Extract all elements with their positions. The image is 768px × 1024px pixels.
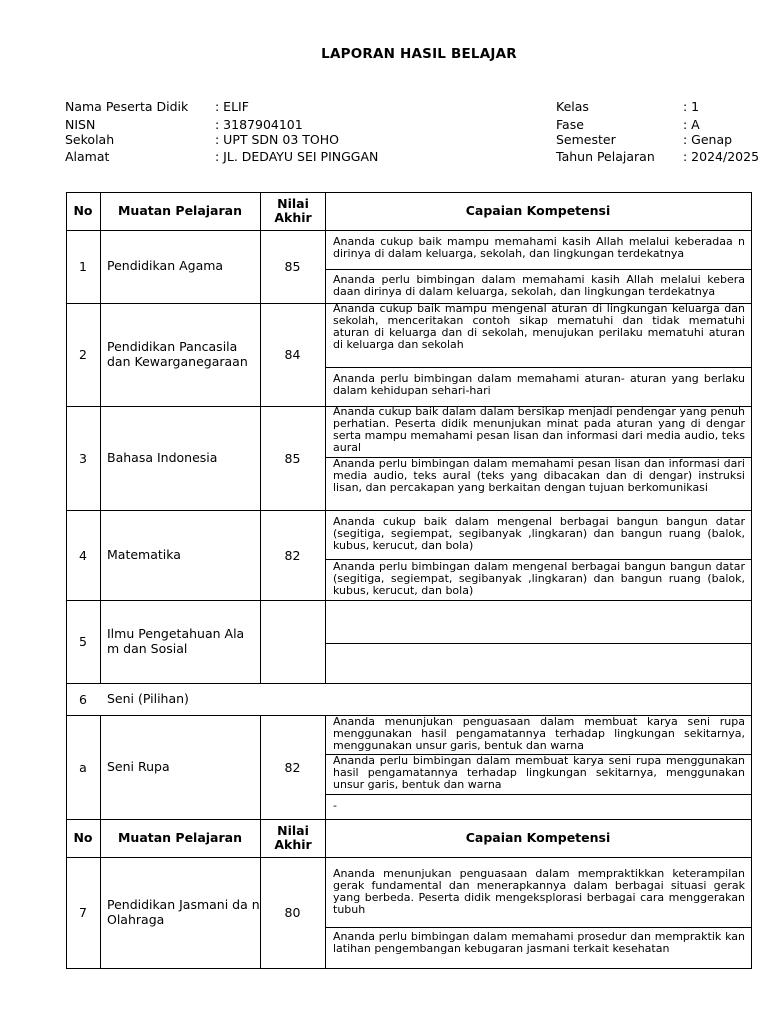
row-score: 85 <box>284 450 301 466</box>
row-score: 80 <box>284 905 301 920</box>
row-no: 7 <box>79 905 87 920</box>
competency-text: Ananda cukup baik mampu mengenal aturan di lingkungan keluarga dan sekolah, menceritakan contoh sikap mematuhi dan tidak mematuhi aturan di keluarga dan di sekolah, menujukan perilaku mematuhi aturan di keluarga dan sekolah <box>333 303 745 351</box>
competency-text: Ananda cukup baik dalam mengenal berbagai bangun bangun datar (segitiga, segiempat, segibanyak ,lingkaran) dan bangun ruang (balok, kubus, kerucut, dan bola) <box>333 516 745 552</box>
info-label-phase: Fase <box>556 117 584 132</box>
row-no: 6 <box>79 691 87 707</box>
row-score: 82 <box>284 547 301 563</box>
header-subject: Muatan Pelajaran <box>117 202 242 218</box>
competency-text: Ananda perlu bimbingan dalam membuat karya seni rupa menggunakan hasil pengamatannya terhadap lingkungan sekitarnya, menggunakan unsur garis, bentuk dan warna <box>333 755 745 791</box>
info-value-phase: : A <box>683 117 700 132</box>
info-value-address: : JL. DEDAYU SEI PINGGAN <box>215 149 379 164</box>
row-no: a <box>79 759 87 775</box>
row-no: 4 <box>79 547 87 563</box>
row-subject: Seni (Pilihan) <box>107 690 189 706</box>
header-competency: Capaian Kompetensi <box>465 202 611 218</box>
competency-text: Ananda menunjukan penguasaan dalam membuat karya seni rupa menggunakan hasil pengamatannya terhadap lingkungan sekitarnya, menggunakan unsur garis, bentuk dan warna <box>333 716 745 752</box>
header-score: Nilai Akhir <box>274 822 312 852</box>
competency-text <box>326 648 751 682</box>
header-subject: Muatan Pelajaran <box>117 829 242 845</box>
row-score: 85 <box>284 259 301 274</box>
competency-text: Ananda perlu bimbingan dalam mengenal berbagai bangun bangun datar (segitiga, segiempat, segibanyak ,lingkaran) dan bangun ruang (balok, kubus, kerucut, dan bola) <box>333 561 745 597</box>
competency-text: Ananda perlu bimbingan dalam memahami kasih Allah melalui kebera daan dirinya di dalam keluarga, sekolah, dan lingkungan terdekatnya <box>333 274 745 298</box>
info-value-school: : UPT SDN 03 TOHO <box>215 132 339 147</box>
row-no: 1 <box>79 259 87 274</box>
report-title: LAPORAN HASIL BELAJAR <box>321 46 517 62</box>
info-label-year: Tahun Pelajaran <box>556 149 655 164</box>
competency-text: Ananda perlu bimbingan dalam memahami aturan- aturan yang berlaku dalam kehidupan sehari-hari <box>333 373 745 397</box>
header-no: No <box>73 202 93 218</box>
row-no: 5 <box>79 634 87 649</box>
row-subject: Seni Rupa <box>107 758 170 774</box>
info-value-class: : 1 <box>683 99 700 114</box>
info-value-year: : 2024/2025 <box>683 149 760 164</box>
row-score: 84 <box>284 347 301 362</box>
info-label-school: Sekolah <box>65 132 115 147</box>
competency-text: Ananda cukup baik mampu memahami kasih Allah melalui keberadaa n dirinya di dalam keluarga, sekolah, dan lingkungan terdekatnya <box>333 236 745 260</box>
row-subject: Matematika <box>107 546 181 562</box>
info-label-address: Alamat <box>65 149 110 164</box>
row-no: 3 <box>79 450 87 466</box>
header-no: No <box>73 829 93 845</box>
row-subject: Pendidikan Jasmani da n Olahraga <box>107 897 260 927</box>
info-label-class: Kelas <box>556 99 589 114</box>
row-score <box>260 600 325 683</box>
row-subject: Pendidikan Pancasila dan Kewarganegaraan <box>107 339 248 369</box>
info-value-name: : ELIF <box>215 99 249 114</box>
competency-text <box>326 606 751 642</box>
competency-text: Ananda perlu bimbingan dalam memahami prosedur dan mempraktik kan latihan pengembangan kebugaran jasmani terkait kesehatan <box>333 931 745 955</box>
info-value-nisn: : 3187904101 <box>215 117 303 132</box>
header-competency: Capaian Kompetensi <box>465 829 611 845</box>
info-label-nisn: NISN <box>65 117 96 132</box>
competency-text: Ananda cukup baik dalam dalam bersikap menjadi pendengar yang penuh perhatian. Peserta didik menunjukan minat pada aturan yang di dengar serta mampu memahami pesan lisan dan informasi dari media audio, teks aural <box>333 406 745 454</box>
info-label-name: Nama Peserta Didik <box>65 99 189 114</box>
info-label-semester: Semester <box>556 132 616 147</box>
row-subject: Pendidikan Agama <box>107 258 224 274</box>
row-score: 82 <box>284 759 301 775</box>
competency-text: - <box>333 800 337 812</box>
row-subject: Bahasa Indonesia <box>107 449 218 465</box>
competency-text: Ananda menunjukan penguasaan dalam mempraktikkan keterampilan gerak fundamental dan menerapkannya dalam berbagai situasi gerak yang berbeda. Peserta didik mengeksplorasi berbagai cara menggerakan tubuh <box>333 868 745 916</box>
competency-text: Ananda perlu bimbingan dalam memahami pesan lisan dan informasi dari media audio, teks aural (teks yang dibacakan dan di dengar) instruksi lisan, dan percakapan yang berkaitan dengan tujuan berkomunikasi <box>333 458 745 494</box>
row-subject: Ilmu Pengetahuan Ala m dan Sosial <box>107 626 245 656</box>
row-no: 2 <box>79 347 87 362</box>
info-value-semester: : Genap <box>683 132 733 147</box>
header-score: Nilai Akhir <box>274 195 312 225</box>
